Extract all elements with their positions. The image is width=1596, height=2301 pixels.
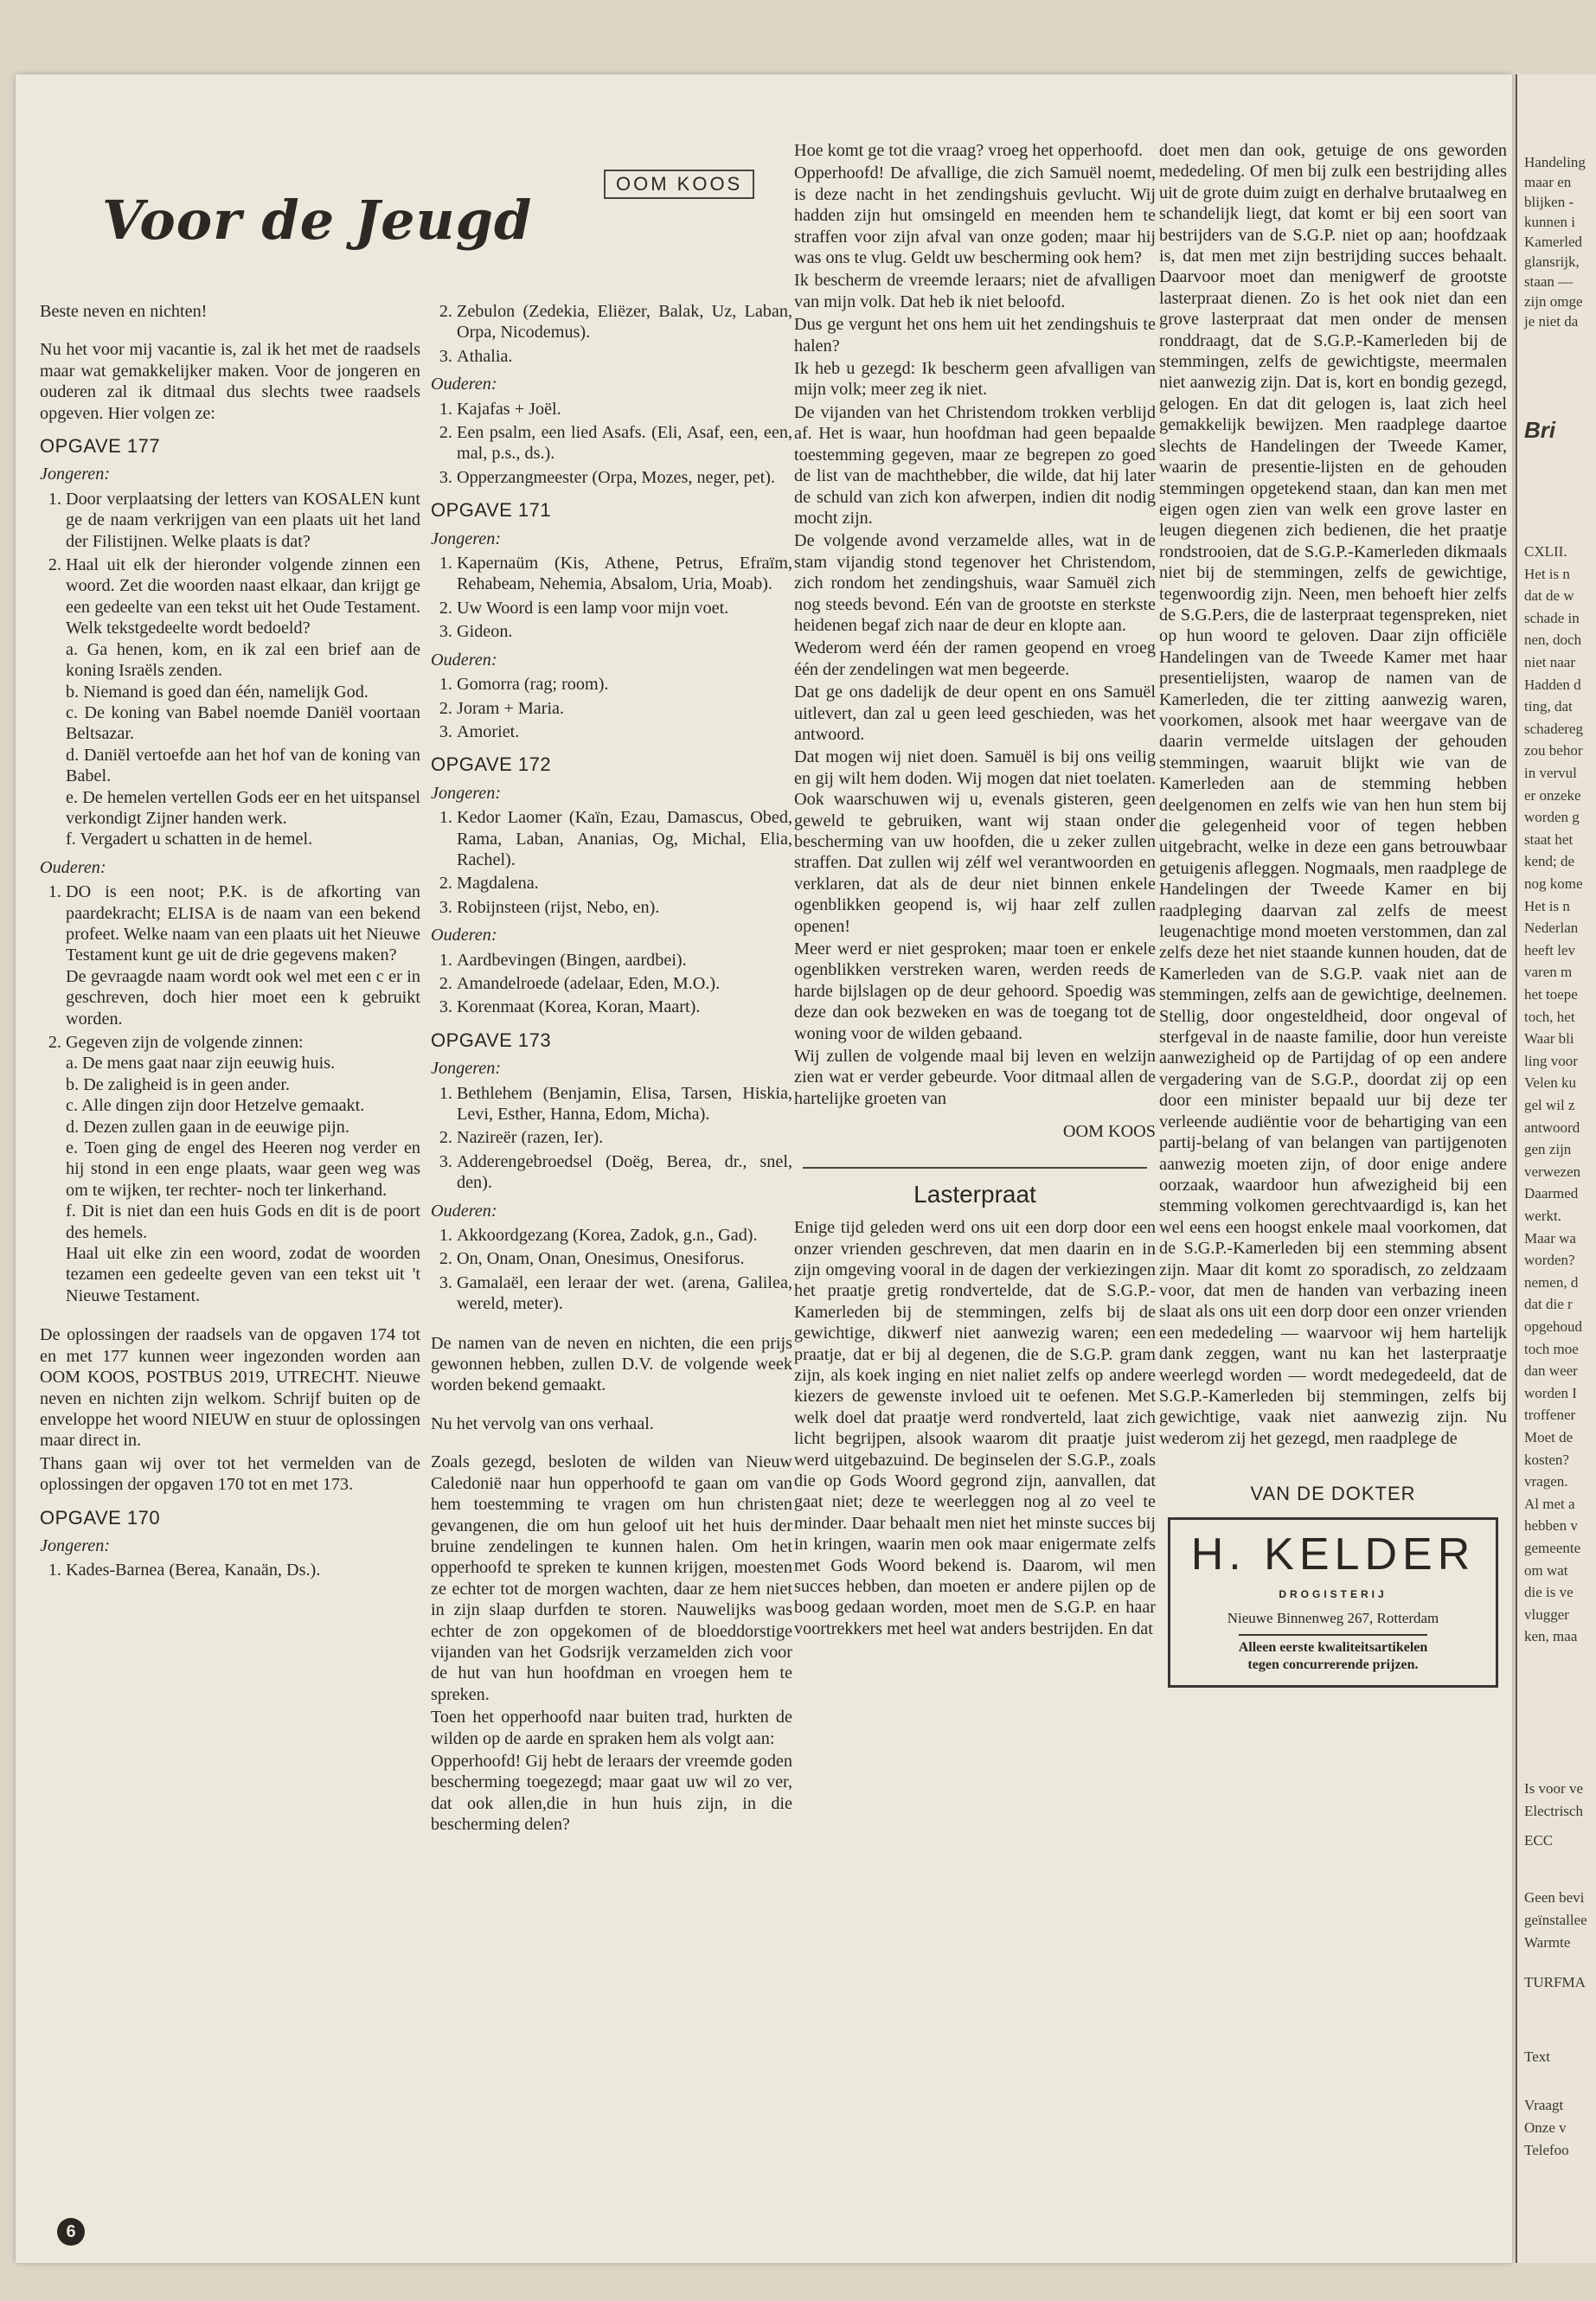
list-item: 1. Kades-Barnea (Berea, Kanaän, Ds.). bbox=[66, 1560, 420, 1580]
label-jongeren: Jongeren: bbox=[431, 783, 502, 803]
sub-item: b. Niemand is goed dan één, namelijk God. bbox=[66, 682, 369, 702]
list-item: 1. Akkoordgezang (Korea, Zadok, g.n., Gad). bbox=[457, 1225, 792, 1246]
adjacent-text-line: Warmte bbox=[1524, 1934, 1571, 1951]
list-item: 3. Amoriet. bbox=[457, 721, 792, 742]
adjacent-text-line: ling voor bbox=[1524, 1052, 1578, 1069]
list-item: 3. Korenmaat (Korea, Koran, Maart). bbox=[457, 997, 792, 1017]
list-item: 2. Nazireër (razen, Ier). bbox=[457, 1127, 792, 1148]
heading-opgave-173: OPGAVE 173 bbox=[431, 1029, 552, 1051]
lasterpraat-title: Lasterpraat bbox=[913, 1180, 1036, 1208]
story-paragraph: Opperhoofd! De afvallige, die zich Samuël noemt, is deze nacht in het zendingshuis gevlucht. Wij hadden zijn hut omsingeld en meenden hem te straffen voor zijn afval van onze goden; maar hij was ons te vlug. Geldt uw bescherming ook hem? bbox=[794, 163, 1156, 268]
adjacent-text-line: blijken - bbox=[1524, 194, 1574, 210]
adjacent-text-line: Maar wa bbox=[1524, 1229, 1576, 1247]
adjacent-text-line: het toepe bbox=[1524, 986, 1578, 1003]
column-2 bbox=[431, 301, 792, 1837]
adjacent-text-line: maar en bbox=[1524, 174, 1572, 190]
list-171-jongeren bbox=[431, 553, 792, 643]
sub-item: c. Alle dingen zijn door Hetzelve gemaakt. bbox=[66, 1096, 365, 1116]
list-item: 3. Opperzangmeester (Orpa, Mozes, neger, pet). bbox=[457, 467, 792, 488]
adjacent-text-line: die is ve bbox=[1524, 1584, 1574, 1601]
adjacent-text-line: TURFMA bbox=[1524, 1974, 1586, 1990]
adjacent-text-line: dan weer bbox=[1524, 1362, 1578, 1380]
adjacent-text-line: niet naar bbox=[1524, 654, 1575, 670]
page-number: 6 bbox=[57, 2218, 85, 2246]
sub-item: b. De zaligheid is in geen ander. bbox=[66, 1074, 290, 1094]
adjacent-text-line: nog kome bbox=[1524, 875, 1583, 892]
adjacent-text-line: geïnstallee bbox=[1524, 1912, 1587, 1928]
label-ouderen: Ouderen: bbox=[431, 375, 497, 394]
adjacent-text-line: Geen bevi bbox=[1524, 1889, 1585, 1906]
adjacent-text-line: dat die r bbox=[1524, 1296, 1573, 1313]
story-paragraph: Toen het opperhoofd naar buiten trad, hurkten de wilden op de aarde en spraken hem als volgt aan: bbox=[431, 1708, 792, 1748]
adjacent-text-line: staan — bbox=[1524, 273, 1574, 290]
greeting: Beste neven en nichten! bbox=[40, 302, 208, 321]
adjacent-text-line: vlugger bbox=[1524, 1606, 1569, 1623]
adjacent-text-line: antwoord bbox=[1524, 1118, 1580, 1136]
ad-claim-line: tegen concurrerende prijzen. bbox=[1247, 1657, 1419, 1673]
newspaper-page bbox=[16, 74, 1512, 2263]
adjacent-text-line: glansrijk, bbox=[1524, 253, 1580, 270]
sub-item: f. Vergadert u schatten in de hemel. bbox=[66, 830, 313, 849]
list-item: 3. Gamalaël, een leraar der wet. (arena, Galilea, wereld, meter). bbox=[457, 1272, 792, 1315]
story-paragraph: Ik heb u gezegd: Ik bescherm geen afvalligen van mijn volk; meer zeg ik niet. bbox=[794, 359, 1156, 400]
list-item: 2. Een psalm, een lied Asafs. (Eli, Asaf, een, een, mal, p.s., ds.). bbox=[457, 422, 792, 465]
sub-item: Haal uit elke zin een woord, zodat de woorden tezamen een gedeelte geven van een tekst uit 't Nieuwe Testament. bbox=[66, 1244, 420, 1305]
article-paragraph: Enige tijd geleden werd ons uit een dorp door een onzer vrienden geschreven, dat men daarin en in zijn omgeving vooral in de dagen der verkiezingen het praatje gretig rondvertelde, dat de S.G.P.-Kamerleden bij de stemmingen, zelfs bij de gewichtige, dikwerf niet aanwezig waren; een praatje, dat er bij al degenen, die de S.G.P. gram zijn, als koek inging en niet naliet zelfs op andere kiezers de gewenste invloed uit te oefenen. Met welk doel dat praatje werd rondverteld, laat zich licht begrijpen, alsook waarom dit praatje juist werd uitgebazuind. De beginselen der S.G.P., zoals die op Gods Woord gegrond zijn, aanvallen, dat gaat niet; deze te weerleggen nog al zo veel te minder. Daar behaalt men niet het minste succes bij in kringen, waarin men ook maar enigermate zelfs met Gods Woord bekend is. Daarom, wil men succes hebben, dan moeten er andere pijlen op de boog gedaan worden, moet men de S.G.P. en haar voortrekkers met heel wat anders bestrijden. En dat bbox=[794, 1218, 1156, 1638]
list-item: 2. Magdalena. bbox=[457, 873, 792, 894]
adjacent-text-line: nen, doch bbox=[1524, 631, 1582, 649]
list-item: 2. Uw Woord is een lamp voor mijn voet. bbox=[457, 598, 792, 619]
label-jongeren: Jongeren: bbox=[431, 1059, 502, 1079]
list-item: 1. Door verplaatsing der letters van KOSALEN kunt ge de naam verkrijgen van een plaats uit het land der Filistijnen. Welke plaats is dat? bbox=[66, 489, 420, 552]
intro: Nu het voor mij vacantie is, zal ik het met de raadsels maar wat gemakkelijker maken. Voor de jongeren en ouderen zal ik ditmaal dus slechts twee raadsels opgeven. Hier volgen ze: bbox=[40, 340, 420, 423]
adjacent-text-line: Velen ku bbox=[1524, 1074, 1576, 1092]
adjacent-text-line: heeft lev bbox=[1524, 941, 1575, 958]
story-paragraph: Dat mogen wij niet doen. Samuël is bij ons veilig en gij wilt hem doden. Wij mogen dat niet toelaten. Ook waarschuwen wij u, evenals gisteren, geen geweld te gebruiken, want wij staan onder bescherming van uw hoofden, die u zeker zullen straffen. Dat zullen wij zélf wel verantwoorden en verklaren, dat als de deur niet binnen enkele ogenblikken geopend is, wij haar zelf zullen openen! bbox=[794, 747, 1156, 936]
adjacent-text-line: je niet da bbox=[1524, 313, 1579, 330]
sub-item: e. Toen ging de engel des Heeren nog verder en hij stond in een enge plaats, waar geen weg was om te wijken, ter rechter- noch ter linkerhand. bbox=[66, 1138, 420, 1200]
adjacent-text-line: zou behor bbox=[1524, 742, 1583, 760]
story-paragraph: Hoe komt ge tot die vraag? vroeg het opperhoofd. bbox=[794, 141, 1144, 160]
adjacent-text-line: troffener bbox=[1524, 1407, 1576, 1424]
adjacent-text-line: toch, het bbox=[1524, 1008, 1575, 1025]
list-item: 1. Kapernaüm (Kis, Athene, Petrus, Efraïm, Rehabeam, Nehemia, Absalom, Uria, Moab). bbox=[457, 553, 792, 595]
article-paragraph: doet men dan ook, getuige de ons geworden mededeling. Of men bij zulk een bestrijding alles uit de grote duim zuigt en derhalve brutaalweg en schandelijk liegt, dat komt er bij een soort van bestrijders van de S.G.P. niet op aan; hoofdzaak is, dat men met zijn bestrijding succes behaalt. Daarvoor moet dan menigwerf de grootste lasterpraat dienen. Zo is het ook niet dan een grove lasterpraat dat men onder de mensen ronddraagt, dat de S.G.P.-Kamerleden bij de stemmingen, zelfs de gewichtigste, meermalen niet aanwezig zijn. Dat is, kort en bondig gezegd, gelogen. En dat dit gelogen is, laat zich heel gemakkelijk bewijzen. Men raadplege daartoe slechts de Handelingen der Tweede Kamer, waarin de presentie-lijsten en de gehouden stemmingen opgetekend staan, dan kan men met eigen ogen zien van welk een grove laster en leugen diegenen zich bedienen, die het praatje rondstrooien, dat de S.G.P.-Kamerleden dikmaals niet bij de stemmingen, zelfs de gewichtige, tegenwoordig zijn. Neen, men behoeft hier zelfs de S.G.P.ers, die de lasterpraat tegenspreken, niet op hun woord te geloven. Daar zijn officiële Handelingen van de Tweede Kamer met haar presentielijsten, waarop de namen van de Kamerleden, die ter zitting aanwezig waren, voorkomen, alsook met haar weergave van de daarin vermelde uitslagen der gehouden stemmingen, waaruit blijkt wie van de Kamerleden aan de stemming hebben deelgenomen en zelfs wie van hen hun stem bij die gelegenheid voor of tegen hebben uitgebracht, welke in deze een gans betrouwbaar getuigenis afleggen. Nogmaals, men raadplege de Handelingen der Tweede Kamer en bij raadpleging daarvan zal zelfs de meest leugenachtige mond moeten verstommen, dan zal zelfs deze het niet staande kunnen houden, dat de Kamerleden van de S.G.P. vaak niet aan de stemmingen, zelfs aan de gewichtige, deelnemen. Stellig, door ongesteldheid, door ongeval of sterfgeval in de naaste familie, door hun vereiste aanwezigheid op de Partijdag of op een andere vergadering van de S.G.P., doordat zij op een door een minister bepaald uur bij deze ter verleende audiëntie voor de behartiging van een partij-belang of van belangen van partijgenoten aanwezig moeten zijn, of door enige andere oorzaak, waardoor hun afwezigheid bij een stemming volkomen gerechtvaardigd is, kan het wel eens een hoogst enkele maal voorkomen, dat de S.G.P.-Kamerleden bij een stemming absent zijn. Maar dit komt zo sporadisch, zo zeldzaam voor, dat men de handen van verbazing ineen slaat als ons uit een dorp door een onzer vrienden een mededeling — waarvoor wij hem hartelijk dank zeggen, want nu kan het lasterpraatje weerlegd worden — wordt medegedeeld, dat de S.G.P.-Kamerleden bij stemmingen, zelfs bij gewichtige, vaak niet aanwezig zijn. Nu wederom zij het gezegd, men raadplege de bbox=[1159, 141, 1507, 1448]
sub-item: c. De koning van Babel noemde Daniël voortaan Beltsazar. bbox=[66, 702, 420, 744]
closing-paragraph: De oplossingen der raadsels van de opgaven 174 tot en met 177 kunnen weer ingezonden worden aan OOM KOOS, POSTBUS 2019, UTRECHT. Nieuwe neven en nichten zijn welkom. Schrijf buiten op de enveloppe het woord NIEUW en stuur de oplossingen maar direct in. bbox=[40, 1325, 420, 1451]
ad-claim bbox=[1239, 1634, 1428, 1674]
column-1 bbox=[40, 301, 420, 1584]
thans-paragraph: Thans gaan wij over tot het vermelden van de oplossingen der opgaven 170 tot en met 173. bbox=[40, 1453, 420, 1495]
adjacent-text-line: Electrisch bbox=[1524, 1803, 1583, 1819]
list-177-ouderen bbox=[40, 881, 420, 1306]
item-text: Gegeven zijn de volgende zinnen: bbox=[66, 1033, 304, 1052]
list-item: 3. Adderengebroedsel (Doëg, Berea, dr., snel, den). bbox=[457, 1151, 792, 1194]
adjacent-text-line: toch moe bbox=[1524, 1340, 1579, 1357]
adjacent-text-line: Vraagt bbox=[1524, 2097, 1564, 2113]
list-item bbox=[66, 554, 420, 850]
story-paragraph: De vijanden van het Christendom trokken verblijd af. Het is waar, hun hoofdman had geen bepaalde toestemming gegeven, maar ze begrepen zo goed de list van de machthebber, die wilde, dat hij later de schuld van zich kon afwerpen, indien dit nodig mocht zijn. bbox=[794, 402, 1156, 528]
adjacent-text-line: Het is n bbox=[1524, 565, 1570, 582]
label-jongeren: Jongeren: bbox=[40, 465, 111, 484]
adjacent-page bbox=[1516, 74, 1596, 2263]
list-item: 3. Athalia. bbox=[457, 346, 792, 367]
list-item bbox=[66, 881, 420, 1029]
heading-opgave-171: OPGAVE 171 bbox=[431, 499, 552, 522]
page-title: Voor de Jeugd bbox=[102, 189, 533, 252]
list-173-jongeren bbox=[431, 1083, 792, 1194]
adjacent-text-line: Handeling bbox=[1524, 154, 1586, 170]
adjacent-text-line: gemeente bbox=[1524, 1540, 1581, 1556]
ad-address: Nieuwe Binnenweg 267, Rotterdam bbox=[1227, 1610, 1439, 1626]
adjacent-text-line: Telefoo bbox=[1524, 2142, 1569, 2158]
signature: OOM KOOS bbox=[1062, 1122, 1156, 1142]
story-paragraph: Meer werd er niet gesproken; maar toen er enkele ogenblikken verstreken waren, werden reeds de harde bijlslagen op de deur gehoord. Spoedig was deze dan ook bezweken en was de toegang tot de woning voor de wilden gebaand. bbox=[794, 939, 1156, 1043]
adjacent-text-line: Hadden d bbox=[1524, 676, 1581, 693]
item-text: Haal uit elk der hieronder volgende zinnen een woord. Zet die woorden naast elkaar, dan krijgt ge een gedeelte van een tekst uit het Oude Testament. Welk tekstgedeelte wordt bedoeld? bbox=[66, 555, 420, 638]
column-3 bbox=[794, 140, 1156, 1641]
adjacent-text-line: Al met a bbox=[1524, 1495, 1575, 1512]
dokter-heading: VAN DE DOKTER bbox=[1250, 1483, 1416, 1505]
story-paragraph: Dus ge vergunt het ons hem uit het zendingshuis te halen? bbox=[794, 315, 1156, 356]
label-jongeren: Jongeren: bbox=[40, 1535, 111, 1555]
list-item: 1. Aardbevingen (Bingen, aardbei). bbox=[457, 950, 792, 971]
list-item: 3. Gideon. bbox=[457, 621, 792, 642]
list-item: 2. On, Onam, Onan, Onesimus, Onesiforus. bbox=[457, 1248, 792, 1269]
adjacent-text-line: Is voor ve bbox=[1524, 1780, 1583, 1797]
adjacent-text-line: schadereg bbox=[1524, 720, 1583, 737]
adjacent-text-line: nemen, d bbox=[1524, 1273, 1579, 1291]
list-172-jongeren bbox=[431, 807, 792, 918]
sub-item: f. Dit is niet dan een huis Gods en dit is de poort des hemels. bbox=[66, 1202, 420, 1242]
adjacent-text-line: Nederlan bbox=[1524, 920, 1579, 937]
adjacent-text-line: kosten? bbox=[1524, 1451, 1569, 1468]
list-177-jongeren bbox=[40, 489, 420, 850]
sub-item: d. Dezen zullen gaan in de eeuwige pijn. bbox=[66, 1117, 349, 1137]
adjacent-text-line: hebben v bbox=[1524, 1517, 1578, 1535]
ad-claim-line: Alleen eerste kwaliteitsartikelen bbox=[1238, 1640, 1428, 1656]
adjacent-text-line: staat het bbox=[1524, 830, 1574, 848]
adjacent-text-line: ting, dat bbox=[1524, 698, 1573, 715]
story-paragraph: Ik bescherm de vreemde leraars; niet de afvalligen van mijn volk. Dat heb ik niet beloofd. bbox=[794, 271, 1156, 311]
adjacent-text-line: opgehoud bbox=[1524, 1318, 1583, 1335]
adjacent-text-line: CXLII. bbox=[1524, 543, 1567, 560]
adjacent-text-line: varen m bbox=[1524, 964, 1573, 981]
adjacent-text-line: kend; de bbox=[1524, 853, 1575, 870]
label-ouderen: Ouderen: bbox=[431, 926, 497, 945]
column-label: OOM KOOS bbox=[604, 170, 754, 199]
adjacent-text-line: in vervul bbox=[1524, 765, 1577, 781]
column-4 bbox=[1159, 140, 1507, 1688]
adjacent-text-line: vragen. bbox=[1524, 1473, 1568, 1490]
vervolg-paragraph: Nu het vervolg van ons verhaal. bbox=[431, 1413, 654, 1433]
story-paragraph: Wederom werd één der ramen geopend en vroeg één der zendelingen wat men begeerde. bbox=[794, 638, 1156, 679]
label-ouderen: Ouderen: bbox=[431, 650, 497, 670]
ad-name: H. KELDER bbox=[1190, 1529, 1476, 1580]
adjacent-text-line: Kamerled bbox=[1524, 234, 1583, 250]
adjacent-text-line: dat de w bbox=[1524, 587, 1574, 605]
story-paragraph: Wij zullen de volgende maal bij leven en welzijn zien wat er verder gebeurde. Voor ditmaal allen de hartelijke groeten van bbox=[794, 1047, 1156, 1108]
story-paragraph: Dat ge ons dadelijk de deur opent en ons Samuël uitlevert, dan zal u geen leed geschieden, was het antwoord. bbox=[794, 683, 1156, 744]
adjacent-text-line: gen zijn bbox=[1524, 1141, 1572, 1158]
list-170-jongeren bbox=[431, 301, 792, 367]
label-ouderen: Ouderen: bbox=[431, 1201, 497, 1221]
item-text: DO is een noot; P.K. is de afkorting van paardekracht; ELISA is de naam van een bekend profeet. Welke naam van een plaats uit het Nieuwe Testament kunt ge uit de drie gegevens maken? bbox=[66, 882, 420, 965]
adjacent-text-line: ECC bbox=[1524, 1832, 1554, 1849]
adjacent-text-line: werkt. bbox=[1524, 1208, 1561, 1224]
list-item: 1. Kedor Laomer (Kaïn, Ezau, Damascus, Obed, Rama, Laban, Ananias, Og, Michal, Elia, Rachel). bbox=[457, 807, 792, 870]
label-jongeren: Jongeren: bbox=[431, 529, 502, 548]
list-item: 1. Bethlehem (Benjamin, Elisa, Tarsen, Hiskia, Levi, Esther, Hanna, Edom, Micha). bbox=[457, 1083, 792, 1125]
label-ouderen: Ouderen: bbox=[40, 857, 106, 877]
adjacent-text-line: Text bbox=[1524, 2048, 1550, 2065]
section-divider bbox=[803, 1167, 1147, 1169]
story-paragraph: Opperhoofd! Gij hebt de leraars der vreemde goden bescherming toegezegd; maar gaat uw wil zo ver, dat ook allen,die in hun huis zijn, in die bescherming delen? bbox=[431, 1751, 792, 1835]
adjacent-text-line: worden g bbox=[1524, 809, 1580, 826]
list-item bbox=[66, 1032, 420, 1306]
list-item: 2. Joram + Maria. bbox=[457, 698, 792, 719]
heading-opgave-172: OPGAVE 172 bbox=[431, 753, 552, 776]
story-paragraph: De volgende avond verzamelde alles, wat in de stam vijandig stond tegenover het Christendom, zich rondom het zendingshuis, waar Samuël zich nog steeds bevond. Eén van de grootste en sterkste heidenen begaf zich naar de deur en klopte aan. bbox=[794, 531, 1156, 635]
adjacent-text-line: worden? bbox=[1524, 1252, 1575, 1269]
story-paragraph: Zoals gezegd, besloten de wilden van Nieuw Caledonië naar hun opperhoofd te gaan om van hem toestemming te vragen om hun christen gevangenen, die om hun geloof uit het huis der bruine zendelingen te kunnen halen. Om het opperhoofd te spreken te kunnen krijgen, moesten ze echter tot de morgen wachten, daar ze hem niet in zijn slaap durfden te storen. Nauwelijks was echter de zon opgekomen of de bloeddorstige vijanden van het Godsrijk verzamelden zich voor de hut van hun hoofdman en vroegen hem te spreken. bbox=[431, 1452, 792, 1704]
list-170-jongeren-start bbox=[40, 1560, 420, 1580]
adjacent-text-line: Moet de bbox=[1524, 1429, 1574, 1445]
list-171-ouderen bbox=[431, 674, 792, 742]
adjacent-text-line: kunnen i bbox=[1524, 214, 1576, 230]
adjacent-text-line: Daarmed bbox=[1524, 1185, 1579, 1202]
sub-item: De gevraagde naam wordt ook wel met een c er in geschreven, doch hier moet een k gebruikt worden. bbox=[66, 966, 420, 1029]
adjacent-text-line: schade in bbox=[1524, 609, 1580, 626]
adjacent-heading: Bri bbox=[1524, 417, 1556, 443]
sub-item: a. Ga henen, kom, en ik zal een brief aan de koning Israëls zenden. bbox=[66, 639, 420, 681]
adjacent-text-line: Waar bli bbox=[1524, 1030, 1574, 1048]
list-173-ouderen bbox=[431, 1225, 792, 1315]
adjacent-text-line: verwezen bbox=[1524, 1163, 1581, 1180]
heading-opgave-170: OPGAVE 170 bbox=[40, 1506, 161, 1529]
adjacent-text-line: ken, maa bbox=[1524, 1628, 1578, 1645]
list-item: 1. Gomorra (rag; room). bbox=[457, 674, 792, 695]
ad-subtitle: DROGISTERIJ bbox=[1279, 1587, 1388, 1600]
adjacent-text-line: zijn omge bbox=[1524, 293, 1583, 310]
adjacent-text-line: er onzeke bbox=[1524, 786, 1581, 804]
adjacent-text-line: Het is n bbox=[1524, 897, 1570, 914]
adjacent-text-line: worden I bbox=[1524, 1384, 1577, 1401]
winners-paragraph: De namen van de neven en nichten, die een prijs gewonnen hebben, zullen D.V. de volgende week worden bekend gemaakt. bbox=[431, 1333, 792, 1395]
list-170-ouderen bbox=[431, 399, 792, 489]
sub-item: e. De hemelen vertellen Gods eer en het uitspansel verkondigt Zijner handen werk. bbox=[66, 787, 420, 828]
list-item: 1. Kajafas + Joël. bbox=[457, 399, 792, 420]
sub-item: a. De mens gaat naar zijn eeuwig huis. bbox=[66, 1054, 336, 1074]
sub-item: d. Daniël vertoefde aan het hof van de koning van Babel. bbox=[66, 745, 420, 786]
list-item: 2. Zebulon (Zedekia, Eliëzer, Balak, Uz, Laban, Orpa, Nicodemus). bbox=[457, 301, 792, 343]
drogisterij-advertisement bbox=[1168, 1517, 1498, 1688]
heading-opgave-177: OPGAVE 177 bbox=[40, 435, 161, 458]
adjacent-text-line: om wat bbox=[1524, 1561, 1568, 1579]
adjacent-text-line: Onze v bbox=[1524, 2119, 1567, 2136]
list-172-ouderen bbox=[431, 950, 792, 1018]
adjacent-text-line: gel wil z bbox=[1524, 1097, 1575, 1113]
list-item: 2. Amandelroede (adelaar, Eden, M.O.). bbox=[457, 973, 792, 994]
list-item: 3. Robijnsteen (rijst, Nebo, en). bbox=[457, 897, 792, 918]
